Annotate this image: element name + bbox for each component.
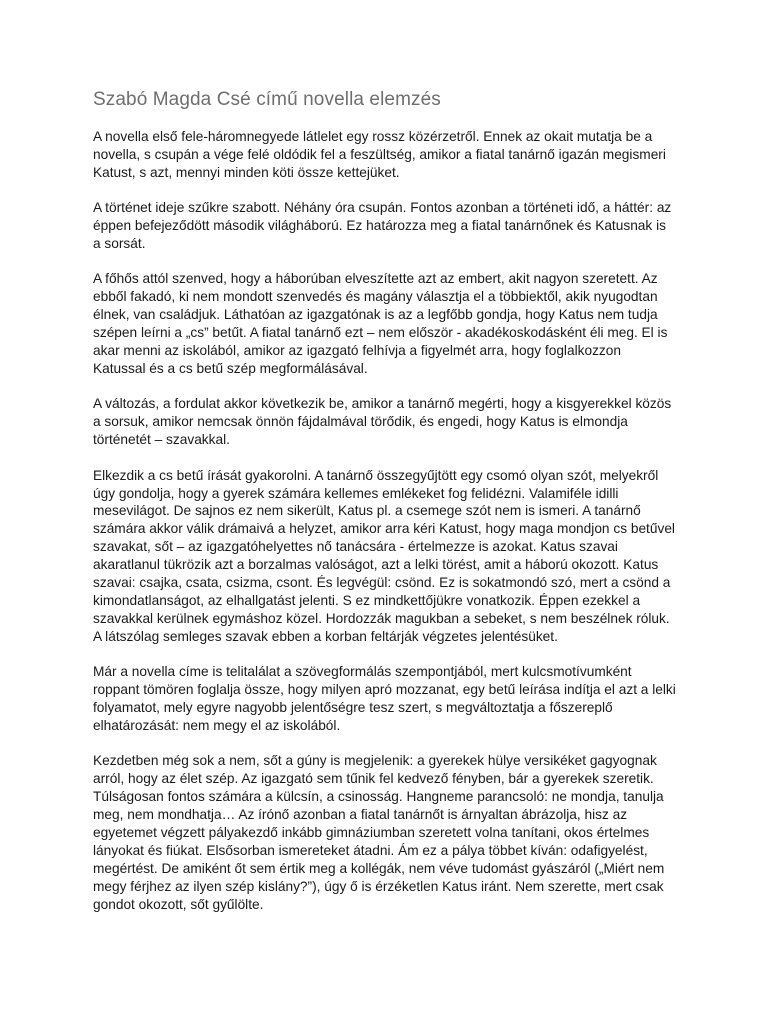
document-title: Szabó Magda Csé című novella elemzés — [93, 89, 441, 110]
paragraph-4: A változás, a fordulat akkor következik be, amikor a tanárnő megérti, hogy a kisgyerekkel közös a sorsuk, amikor nemcsak önnön fájdalmával törődik, és engedi, hogy Katus is elmondja történetét – szavakkal. — [93, 396, 672, 448]
paragraph-3: A főhős attól szenved, hogy a háborúban elveszítette azt az embert, akit nagyon szeretett. Az ebből fakadó, ki nem mondott szenvedés és magány választja el a többiektől, akik nyugodtan élnek, van családjuk. Láthatóan az igazgatónak is az a legfőbb gondja, hogy Katus nem tudja szépen leírni a „cs” betűt. A fiatal tanárnő ezt – nem először - akadékoskodásként éli meg. El is akar menni az iskolából, amikor az igazgató felhívja a figyelmét arra, hogy foglalkozzon Katussal és a cs betű szép megformálásával. — [93, 271, 668, 376]
paragraph-7: Kezdetben még sok a nem, sőt a gúny is megjelenik: a gyerekek hülye versikéket gagyognak arról, hogy az élet szép. Az igazgató sem tűnik fel kedvező fényben, bár a gyerekek szeretik. Túlságosan fontos számára a külcsín, a csinosság. Hangneme parancsoló: ne mondja, tanulja meg, nem mondhatja… Az írónő azonban a fiatal tanárnőt is árnyaltan ábrázolja, hisz az egyetemet végzett pályakezdő inkább gimnáziumban szeretett volna tanítani, okos értelmes lányokat és fiúkat. Elsősorban ismereteket átadni. Ám ez a pálya többet kíván: odafigyelést, megértést. De amiként őt sem értik meg a kollégák, nem véve tudomást gyászáról („Miért nem megy férjhez az ilyen szép kislány?”), úgy ő is érzéketlen Katus iránt. Nem szerette, mert csak gondot okozott, sőt gyűlölte. — [93, 753, 665, 912]
paragraph-6: Már a novella címe is telitalálat a szövegformálás szempontjából, mert kulcsmotívumként roppant tömören foglalja össze, hogy milyen apró mozzanat, egy betű leírása indítja el azt a lelki folyamatot, mely egyre nagyobb jelentőségre tesz szert, s megváltoztatja a főszereplő elhatározását: nem megy el az iskolából. — [93, 664, 676, 733]
paragraph-5: Elkezdik a cs betű írását gyakorolni. A tanárnő összegyűjtött egy csomó olyan szót, melyekről úgy gondolja, hogy a gyerek számára kellemes emlékeket fog felidézni. Valamiféle idilli mesevilágot. De sajnos ez nem sikerült, Katus pl. a csemege szót nem is ismeri. A tanárnő számára akkor válik drámaivá a helyzet, amikor arra kéri Katust, hogy maga mondjon cs betűvel szavakat, sőt – az igazgatóhelyettes nő tanácsára - értelmezze is azokat. Katus szavai akaratlanul tükrözik azt a borzalmas valóságot, azt a lelki törést, amit a háború okozott. Katus szavai: csajka, csata, csizma, csont. És legvégül: csönd. Ez is sokatmondó szó, mert a csönd a kimondatlanságot, az elhallgatást jelenti. S ez mindkettőjükre vonatkozik. Éppen ezekkel a szavakkal kerülnek egymáshoz közel. Hordozzák magukban a sebeket, s nem beszélnek róluk. A látszólag semleges szavak ebben a korban feltárják végzetes jelentésüket. — [93, 467, 675, 644]
paragraph-1: A novella első fele-háromnegyede látlelet egy rossz közérzetről. Ennek az okait mutatja be a novella, s csupán a vége felé oldódik fel a feszültség, amikor a fiatal tanárnő igazán megismeri Katust, s azt, mennyi minden köti össze kettejüket. — [93, 129, 666, 180]
paragraph-2: A történet ideje szűkre szabott. Néhány óra csupán. Fontos azonban a történeti idő, a háttér: az éppen befejeződött második világháború. Ez határozza meg a fiatal tanárnőnek és Katusnak is a sorsát. — [93, 200, 672, 252]
